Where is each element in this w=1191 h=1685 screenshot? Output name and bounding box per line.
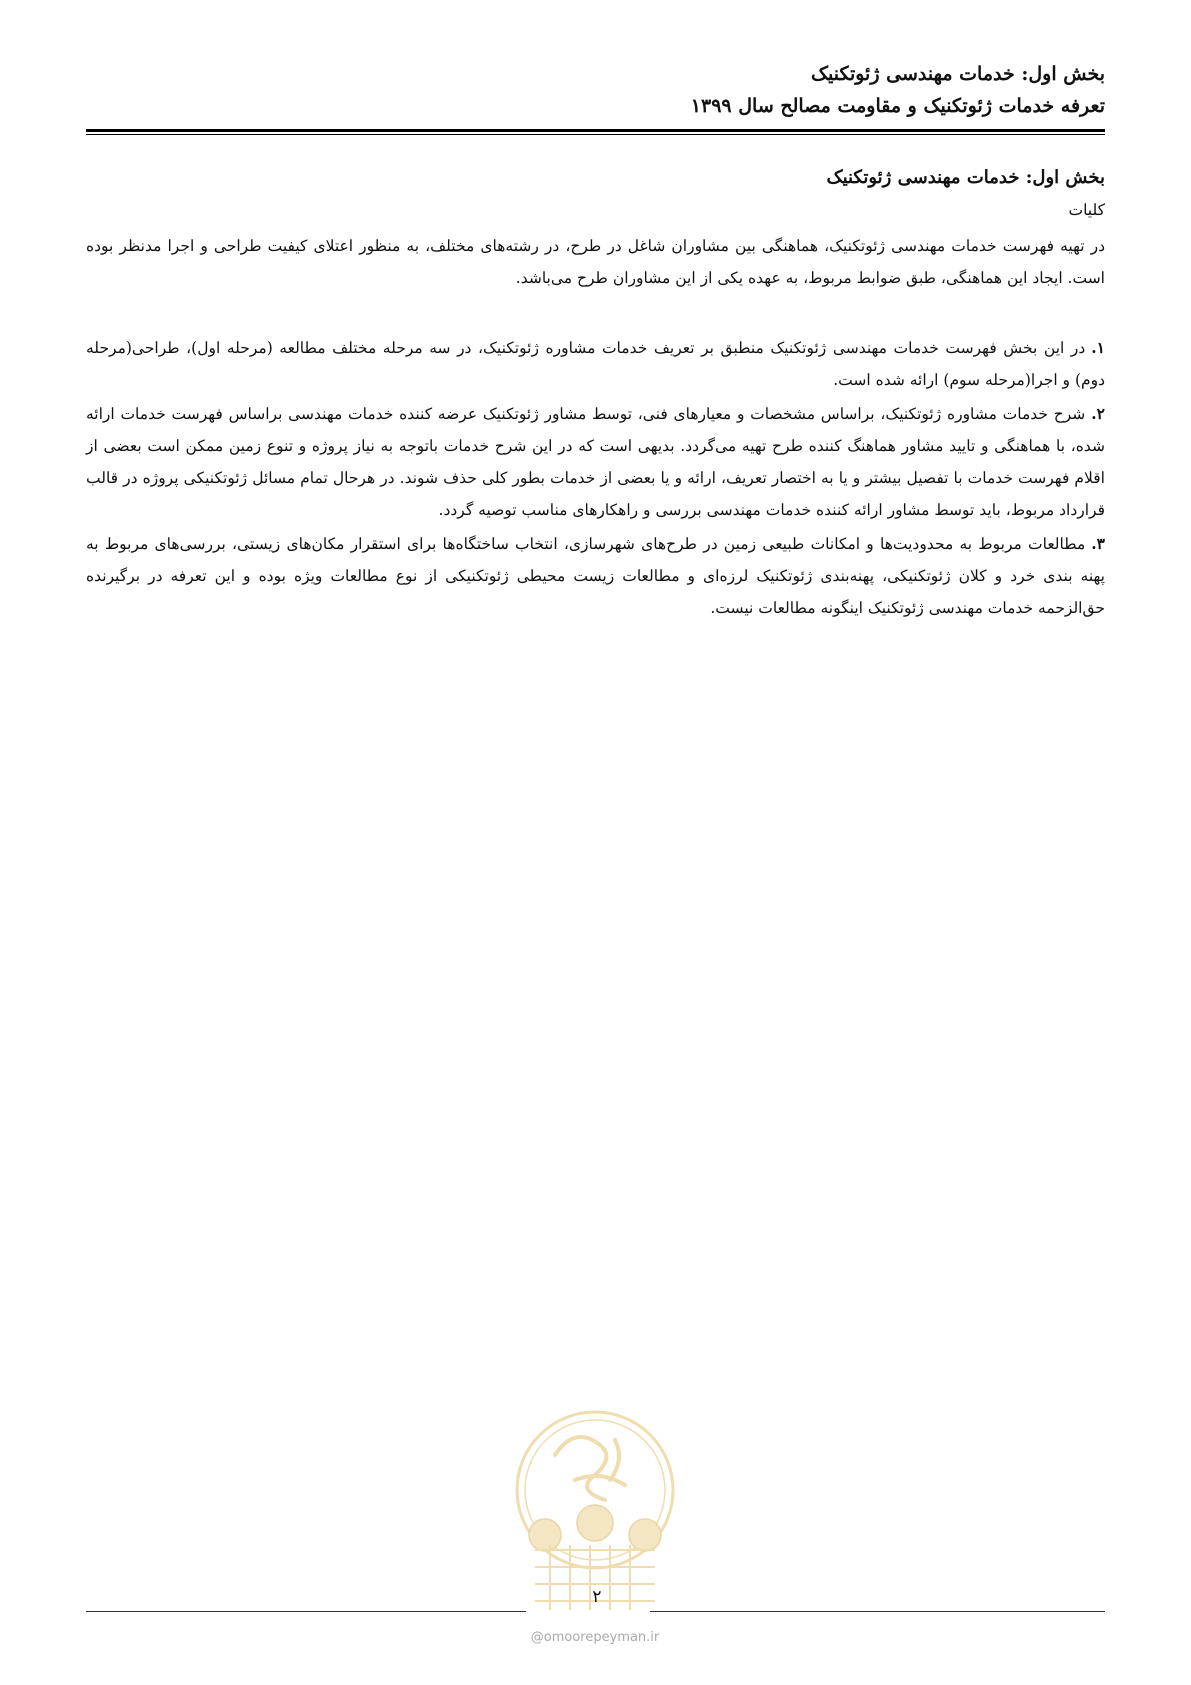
website-watermark: @omoorepeyman.ir	[530, 1630, 660, 1645]
main-content	[86, 162, 1105, 626]
header-line-section: بخش اول: خدمات مهندسی ژئوتکنیک	[810, 63, 1105, 85]
footer-rule-left	[86, 1611, 526, 1612]
header-line-tariff: تعرفه خدمات ژئوتکنیک و مقاومت مصالح سال ۱۳۹۹	[690, 95, 1105, 117]
item-text: در این بخش فهرست خدمات مهندسی ژئوتکنیک منطبق بر تعریف خدمات مشاوره ژئوتکنیک، در سه مرحله مختلف مطالعه (مرحله اول)، طراحی(مرحله دوم) و اجرا(مرحله سوم) ارائه شده است.	[86, 339, 1105, 389]
list-item-1	[86, 332, 1105, 396]
item-number: ۲.	[1091, 404, 1105, 423]
header-rule-thin	[86, 134, 1105, 135]
list-item-3	[86, 528, 1105, 624]
footer-rule-right	[650, 1611, 1105, 1612]
header-rule-thick	[86, 129, 1105, 132]
item-number: ۱.	[1091, 338, 1105, 357]
item-number: ۳.	[1091, 534, 1105, 553]
item-text: شرح خدمات مشاوره ژئوتکنیک، براساس مشخصات و معیارهای فنی، توسط مشاور ژئوتکنیک عرضه کننده خدمات مهندسی براساس فهرست خدمات ارائه شده، با هماهنگی و تایید مشاور هماهنگ کننده طرح تهیه می‌گردد. بدیهی است که در این شرح خدمات باتوجه به نیاز پروژه و تنوع زمین ممکن است بعضی از اقلام فهرست خدمات با تفصیل بیشتر و یا به اختصار تعریف، ارائه و یا بعضی از خدمات بطور کلی حذف شوند. در هرحال تمام مسائل ژئوتکنیکی پروژه در قالب قرارداد مربوط، باید توسط مشاور ارائه کننده خدمات مهندسی بررسی و راهکارهای مناسب توصیه گردد.	[86, 405, 1105, 519]
intro-paragraph: در تهیه فهرست خدمات مهندسی ژئوتکنیک، هماهنگی بین مشاوران شاغل در طرح، در رشته‌های مختلف، به منظور اعتلای کیفیت طراحی و اجرا مدنظر بوده است. ایجاد این هماهنگی، طبق ضوابط مربوط، به عهده یکی از این مشاوران طرح می‌باشد.	[86, 237, 1105, 287]
item-text: مطالعات مربوط به محدودیت‌ها و امکانات طبیعی زمین در طرح‌های شهرسازی، انتخاب ساختگاه‌ها برای استقرار مکان‌های زیستی، بررسی‌های مربوط به پهنه بندی خرد و کلان ژئوتکنیکی، پهنه‌بندی ژئوتکنیک لرزه‌ای و مطالعات زیست محیطی ژئوتکنیکی از نوع مطالعات ویژه بوده و این تعرفه در برگیرنده حق‌الزحمه خدمات مهندسی ژئوتکنیک اینگونه مطالعات نیست.	[86, 535, 1105, 617]
running-header	[86, 58, 1105, 122]
section-title: بخش اول: خدمات مهندسی ژئوتکنیک	[826, 167, 1105, 188]
list-item-2	[86, 398, 1105, 526]
section-subtitle: کلیات	[1068, 201, 1105, 219]
page-number: ۲	[592, 1587, 602, 1607]
